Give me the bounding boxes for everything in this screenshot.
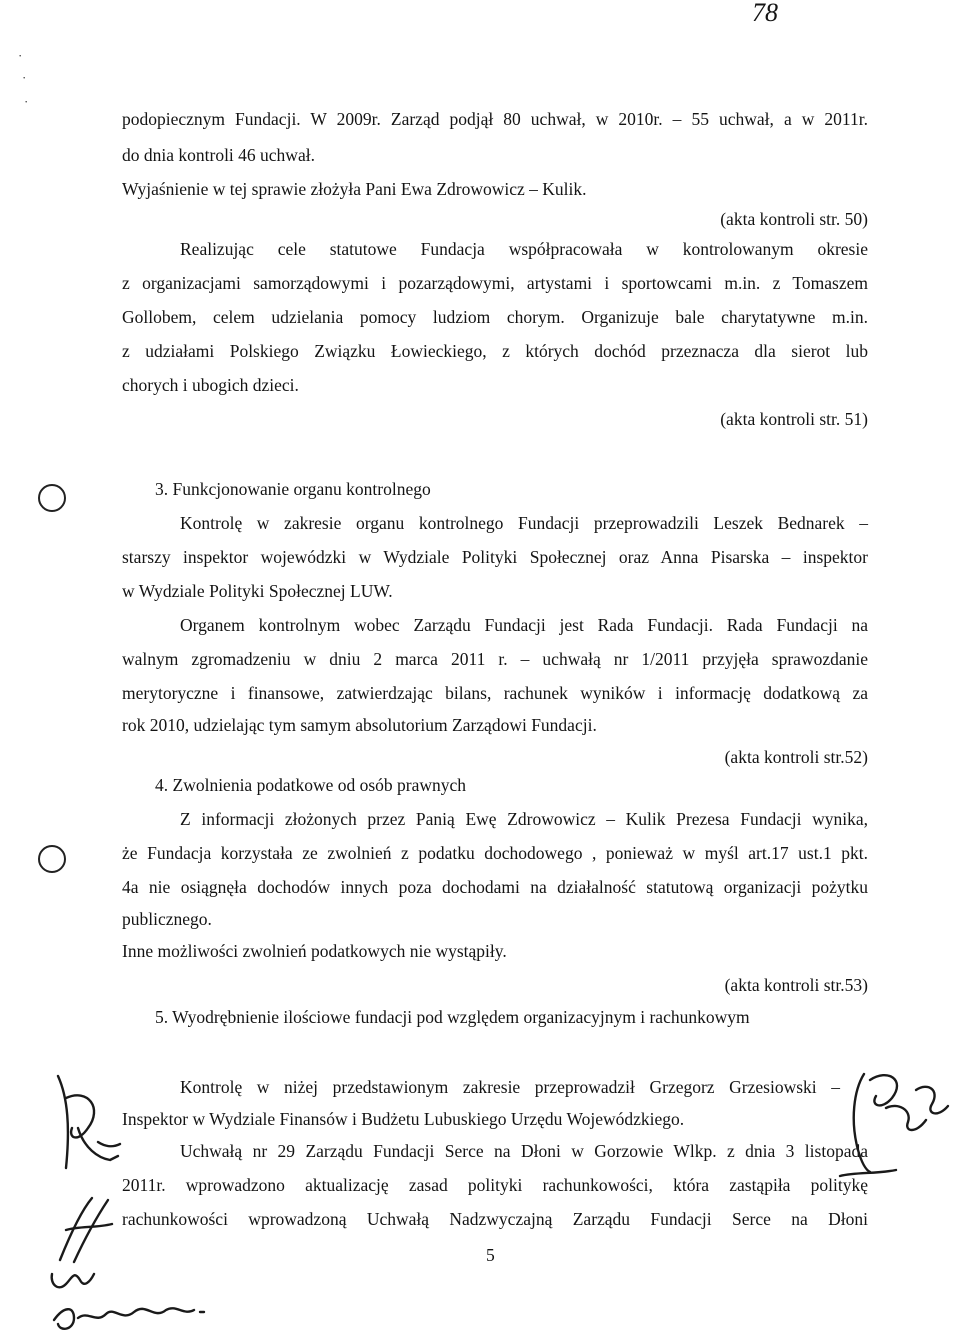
text-line: chorych i ubogich dzieci. <box>122 375 299 395</box>
text-line: starszy inspektor wojewódzki w Wydziale Polityki Społecznej oraz Anna Pisarska – inspektor <box>122 547 868 567</box>
section-heading: 4. Zwolnienia podatkowe od osób prawnych <box>155 775 467 795</box>
signature-right <box>836 1060 956 1180</box>
text-line: Kontrolę w zakresie organu kontrolnego Fundacji przeprowadzili Leszek Bednarek – <box>180 513 868 533</box>
text-line: z udziałami Polskiego Związku Łowieckiego, z których dochód przeznacza dla sierot lub <box>122 341 868 361</box>
text-line: do dnia kontroli 46 uchwał. <box>122 145 315 165</box>
citation: (akta kontroli str. 50) <box>720 209 868 229</box>
text-line: podopiecznym Fundacji. W 2009r. Zarząd podjął 80 uchwał, w 2010r. – 55 uchwał, a w 2011r. <box>122 109 868 129</box>
initials-signature-left-top <box>48 1068 128 1178</box>
text-line: rachunkowości wprowadzoną Uchwałą Nadzwyczajną Zarządu Fundacji Serce na Dłoni <box>122 1209 868 1229</box>
margin-mark: · <box>18 48 23 63</box>
text-line: Kontrolę w niżej przedstawionym zakresie przeprowadził Grzegorz Grzesiowski – <box>180 1077 840 1097</box>
signature-left-bottom <box>44 1262 224 1340</box>
margin-mark: · <box>24 94 29 109</box>
text-line: Uchwałą nr 29 Zarządu Fundacji Serce na Dłoni w Gorzowie Wlkp. z dnia 3 listopada <box>180 1141 868 1161</box>
text-line: Wyjaśnienie w tej sprawie złożyła Pani Ewa Zdrowowicz – Kulik. <box>122 179 587 199</box>
text-line: Organem kontrolnym wobec Zarządu Fundacji jest Rada Fundacji. Rada Fundacji na <box>180 615 868 635</box>
text-line: w Wydziale Polityki Społecznej LUW. <box>122 581 393 601</box>
citation: (akta kontroli str.53) <box>724 975 868 995</box>
citation: (akta kontroli str. 51) <box>720 409 868 429</box>
margin-mark: · <box>22 70 27 85</box>
text-line: Z informacji złożonych przez Panią Ewę Zdrowowicz – Kulik Prezesa Fundacji wynika, <box>180 809 868 829</box>
text-line: publicznego. <box>122 909 212 929</box>
text-line: walnym zgromadzeniu w dniu 2 marca 2011 r. – uchwałą nr 1/2011 przyjęła sprawozdanie <box>122 649 868 669</box>
initials-signature-left-middle <box>52 1190 122 1270</box>
text-line: Gollobem, celem udzielania pomocy ludziom chorym. Organizuje bale charytatywne m.in. <box>122 307 868 327</box>
text-line: z organizacjami samorządowymi i pozarządowymi, artystami i sportowcami m.in. z Tomaszem <box>122 273 868 293</box>
punch-hole <box>38 845 66 873</box>
section-heading: 5. Wyodrębnienie ilościowe fundacji pod względem organizacyjnym i rachunkowym <box>155 1007 750 1027</box>
text-line: rok 2010, udzielając tym samym absolutorium Zarządowi Fundacji. <box>122 715 597 735</box>
text-line: merytoryczne i finansowe, zatwierdzając bilans, rachunek wyników i informację dodatkową za <box>122 683 868 703</box>
text-line: 4a nie osiągnęła dochodów innych poza dochodami na działalność statutową organizacji pożytku <box>122 877 868 897</box>
text-line: 2011r. wprowadzono aktualizację zasad polityki rachunkowości, która zastąpiła politykę <box>122 1175 868 1195</box>
text-line: że Fundacja korzystała ze zwolnień z podatku dochodowego , ponieważ w myśl art.17 ust.1 pkt. <box>122 843 868 863</box>
text-line: Realizując cele statutowe Fundacja współpracowała w kontrolowanym okresie <box>180 239 868 259</box>
text-line: Inspektor w Wydziale Finansów i Budżetu Lubuskiego Urzędu Wojewódzkiego. <box>122 1109 685 1129</box>
citation: (akta kontroli str.52) <box>724 747 868 767</box>
section-heading: 3. Funkcjonowanie organu kontrolnego <box>155 479 431 499</box>
text-line: Inne możliwości zwolnień podatkowych nie wystąpiły. <box>122 941 507 961</box>
punch-hole <box>38 484 66 512</box>
page-number: 5 <box>486 1245 495 1265</box>
handwritten-page-number: 78 <box>752 0 778 27</box>
